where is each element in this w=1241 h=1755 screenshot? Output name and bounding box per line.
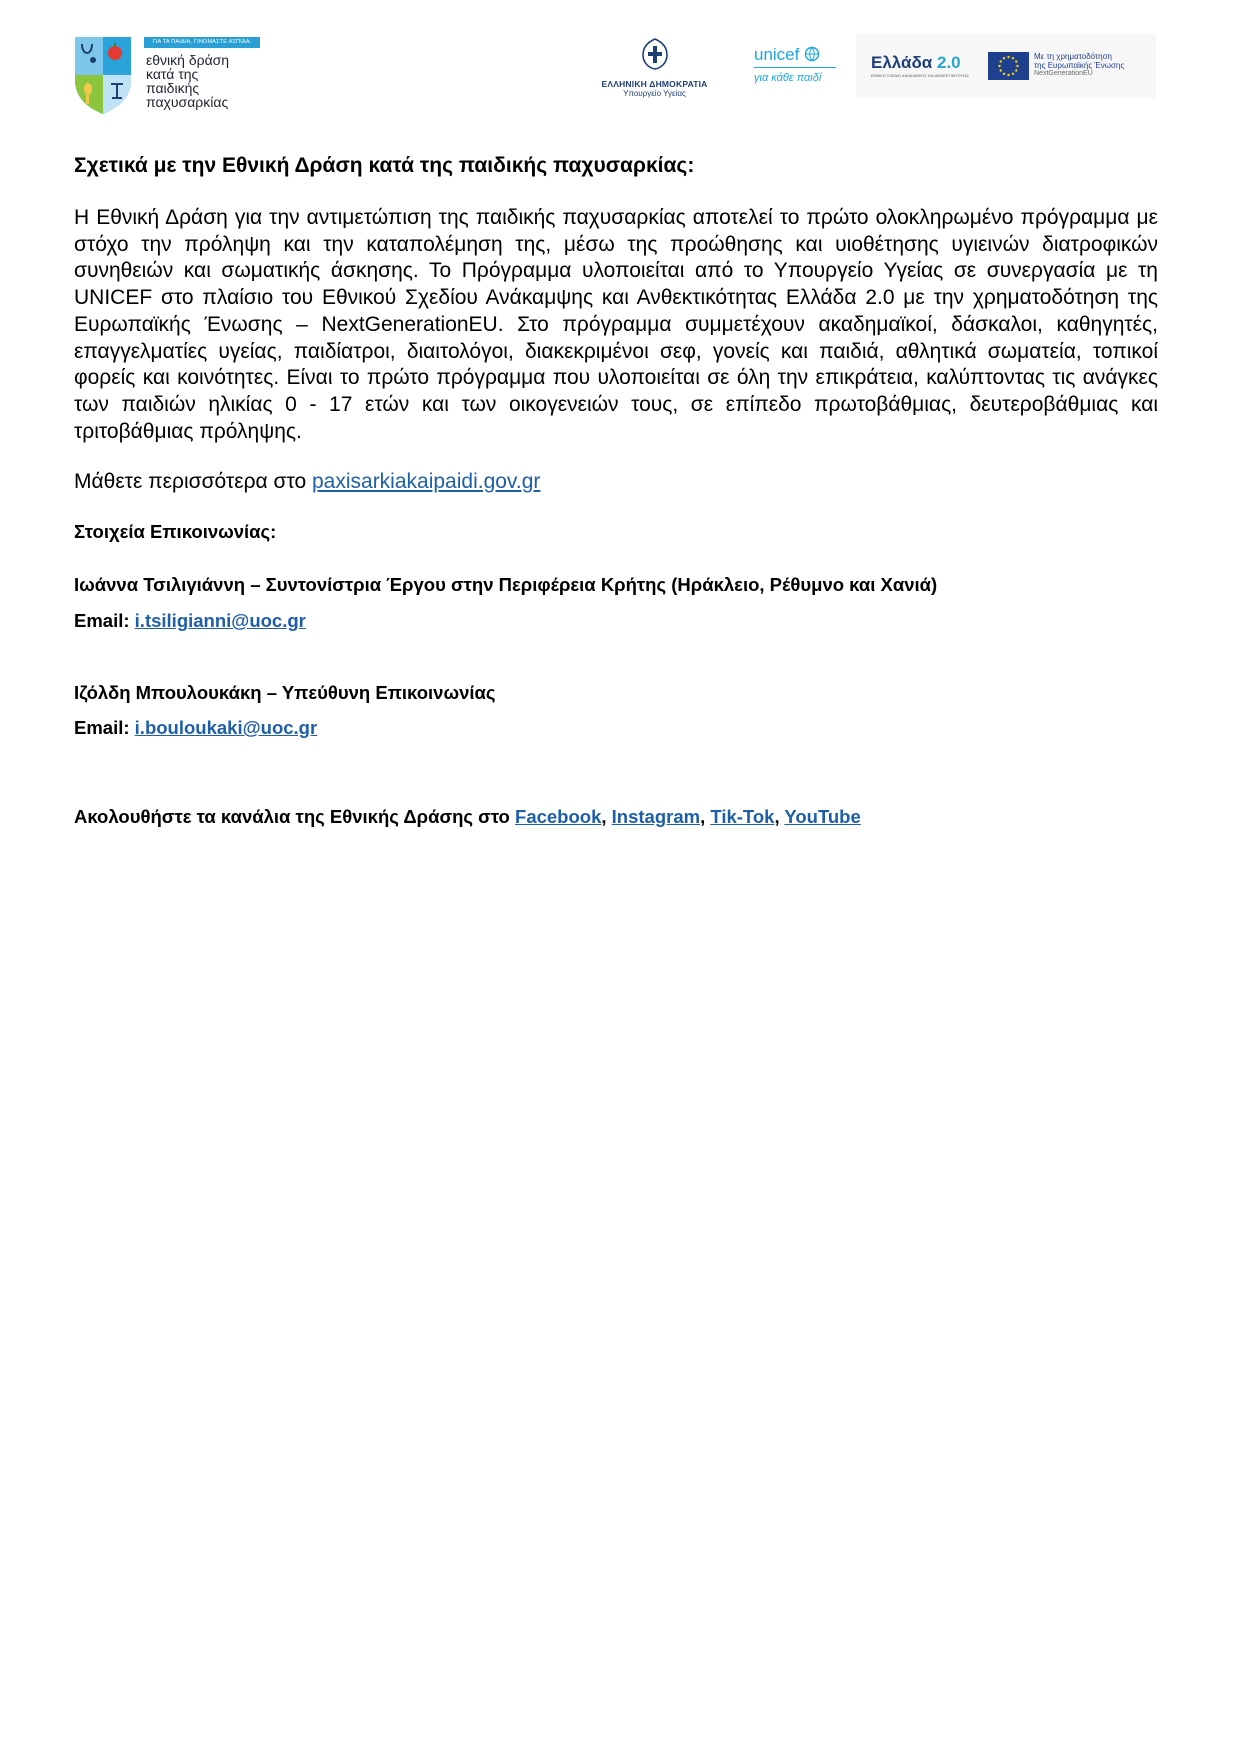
eu-funding-text bbox=[1034, 53, 1124, 79]
learn-more-line bbox=[74, 469, 540, 495]
social-prefix: Ακολουθήστε τα κανάλια της Εθνικής Δράσης στο bbox=[74, 806, 516, 827]
logo-tagline: ΓΙΑ ΤΑ ΠΑΙΔΙΑ, ΓΙΝΟΜΑΣΤΕ ΑΣΠΙΔΑ. bbox=[144, 37, 260, 48]
instagram-link[interactable]: Instagram bbox=[611, 806, 701, 827]
globe-icon bbox=[804, 46, 820, 62]
email-label: Email: bbox=[74, 610, 135, 631]
unicef-wordmark bbox=[754, 46, 839, 64]
recovery-plan-subtitle: ΕΘΝΙΚΟ ΣΧΕΔΙΟ ΑΝΑΚΑΜΨΗΣ ΚΑΙ ΑΝΘΕΚΤΙΚΟΤΗΤΑΣ bbox=[871, 74, 970, 78]
separator: , bbox=[700, 806, 711, 827]
facebook-link[interactable]: Facebook bbox=[515, 806, 602, 827]
hellenic-republic-logo bbox=[593, 38, 716, 98]
contact-email-line bbox=[74, 610, 306, 632]
email-label: Email: bbox=[74, 717, 135, 738]
eu-line: Με τη χρηματοδότηση bbox=[1034, 52, 1112, 61]
logo-line: παιδικής bbox=[146, 80, 200, 96]
greece-2-0-eu-logo bbox=[856, 34, 1156, 98]
logo-line: παχυσαρκίας bbox=[146, 94, 229, 110]
about-section bbox=[74, 154, 1158, 493]
greece-word: Ελλάδα bbox=[871, 53, 933, 72]
unicef-text: unicef bbox=[754, 45, 800, 64]
separator: , bbox=[601, 806, 612, 827]
shield-icon bbox=[74, 36, 132, 115]
email-link[interactable]: i.tsiligianni@uoc.gr bbox=[134, 610, 306, 631]
contact-name: Ιωάννα Τσιλιγιάννη – Συντονίστρια Έργου στην Περιφέρεια Κρήτης (Ηράκλειο, Ρέθυμνο και Χανιά) bbox=[74, 574, 938, 595]
about-paragraph: Η Εθνική Δράση για την αντιμετώπιση της παιδικής παχυσαρκίας αποτελεί το πρώτο ολοκληρωμένο πρόγραμμα με στόχο την πρόληψη και την καταπολέμηση της, μέσω της προώθησης και υιοθέτησης υγιεινών διατροφικών συνηθειών και σωματικής άσκησης. Το Πρόγραμμα υλοποιείται από το Υπουργείο Υγείας σε συνεργασία με τη UNICEF στο πλαίσιο του Εθνικού Σχεδίου Ανάκαμψης και Ανθεκτικότητας Ελλάδα 2.0 με την χρηματοδότηση της Ευρωπαϊκής Ένωσης – NextGenerationEU. Στο πρόγραμμα συμμετέχουν ακαδημαϊκοί, δάσκαλοι, καθηγητές, επαγγελματίες υγείας, παιδίατροι, διαιτολόγοι, διακεκριμένοι σεφ, γονείς και παιδιά, αθλητικά σωματεία, τοπικοί φορείς και κοινότητες. Είναι το πρώτο πρόγραμμα που υλοποιείται σε όλη την επικράτεια, καλύπτοντας τις ανάγκες των παιδιών ηλικίας 0 - 17 ετών και των οικογενειών τους, σε επίπεδο πρωτοβάθμιας, δευτεροβάθμιας και τριτοβάθμιας πρόληψης. bbox=[74, 206, 1158, 443]
eu-flag-icon bbox=[988, 52, 1029, 80]
logo-line: κατά της bbox=[146, 66, 199, 82]
ministry-name: Υπουργείο Υγείας bbox=[623, 89, 686, 98]
website-link[interactable]: paxisarkiakaipaidi.gov.gr bbox=[311, 470, 541, 493]
contact-name: Ιζόλδη Μπουλουκάκη – Υπεύθυνη Επικοινωνίας bbox=[74, 682, 496, 703]
logo-line: εθνική δράση bbox=[146, 52, 230, 68]
about-heading: Σχετικά με την Εθνική Δράση κατά της παιδικής παχυσαρκίας: bbox=[74, 154, 695, 177]
unicef-subtitle: για κάθε παιδί bbox=[754, 72, 822, 84]
email-link[interactable]: i.bouloukaki@uoc.gr bbox=[134, 717, 318, 738]
unicef-logo bbox=[754, 46, 839, 94]
youtube-link[interactable]: YouTube bbox=[784, 806, 861, 827]
learn-more-text: Μάθετε περισσότερα στο bbox=[74, 470, 312, 493]
government-name: ΕΛΛΗΝΙΚΗ ΔΗΜΟΚΡΑΤΙΑ bbox=[601, 79, 708, 89]
national-action-logo bbox=[74, 36, 264, 116]
separator: , bbox=[774, 806, 785, 827]
unicef-divider bbox=[754, 67, 836, 68]
eu-line: NextGenerationEU bbox=[1034, 70, 1093, 77]
tiktok-link[interactable]: Tik-Tok bbox=[710, 806, 775, 827]
greece-2-0-wordmark bbox=[871, 53, 961, 73]
logo-wordmark bbox=[146, 53, 229, 109]
coat-of-arms-icon bbox=[640, 38, 670, 70]
eu-line: της Ευρωπαϊκής Ένωσης bbox=[1034, 60, 1125, 70]
contact-email-line bbox=[74, 717, 317, 739]
contact-heading: Στοιχεία Επικοινωνίας: bbox=[74, 521, 277, 542]
greece-number: 2.0 bbox=[937, 53, 961, 72]
social-follow-line bbox=[74, 806, 861, 828]
